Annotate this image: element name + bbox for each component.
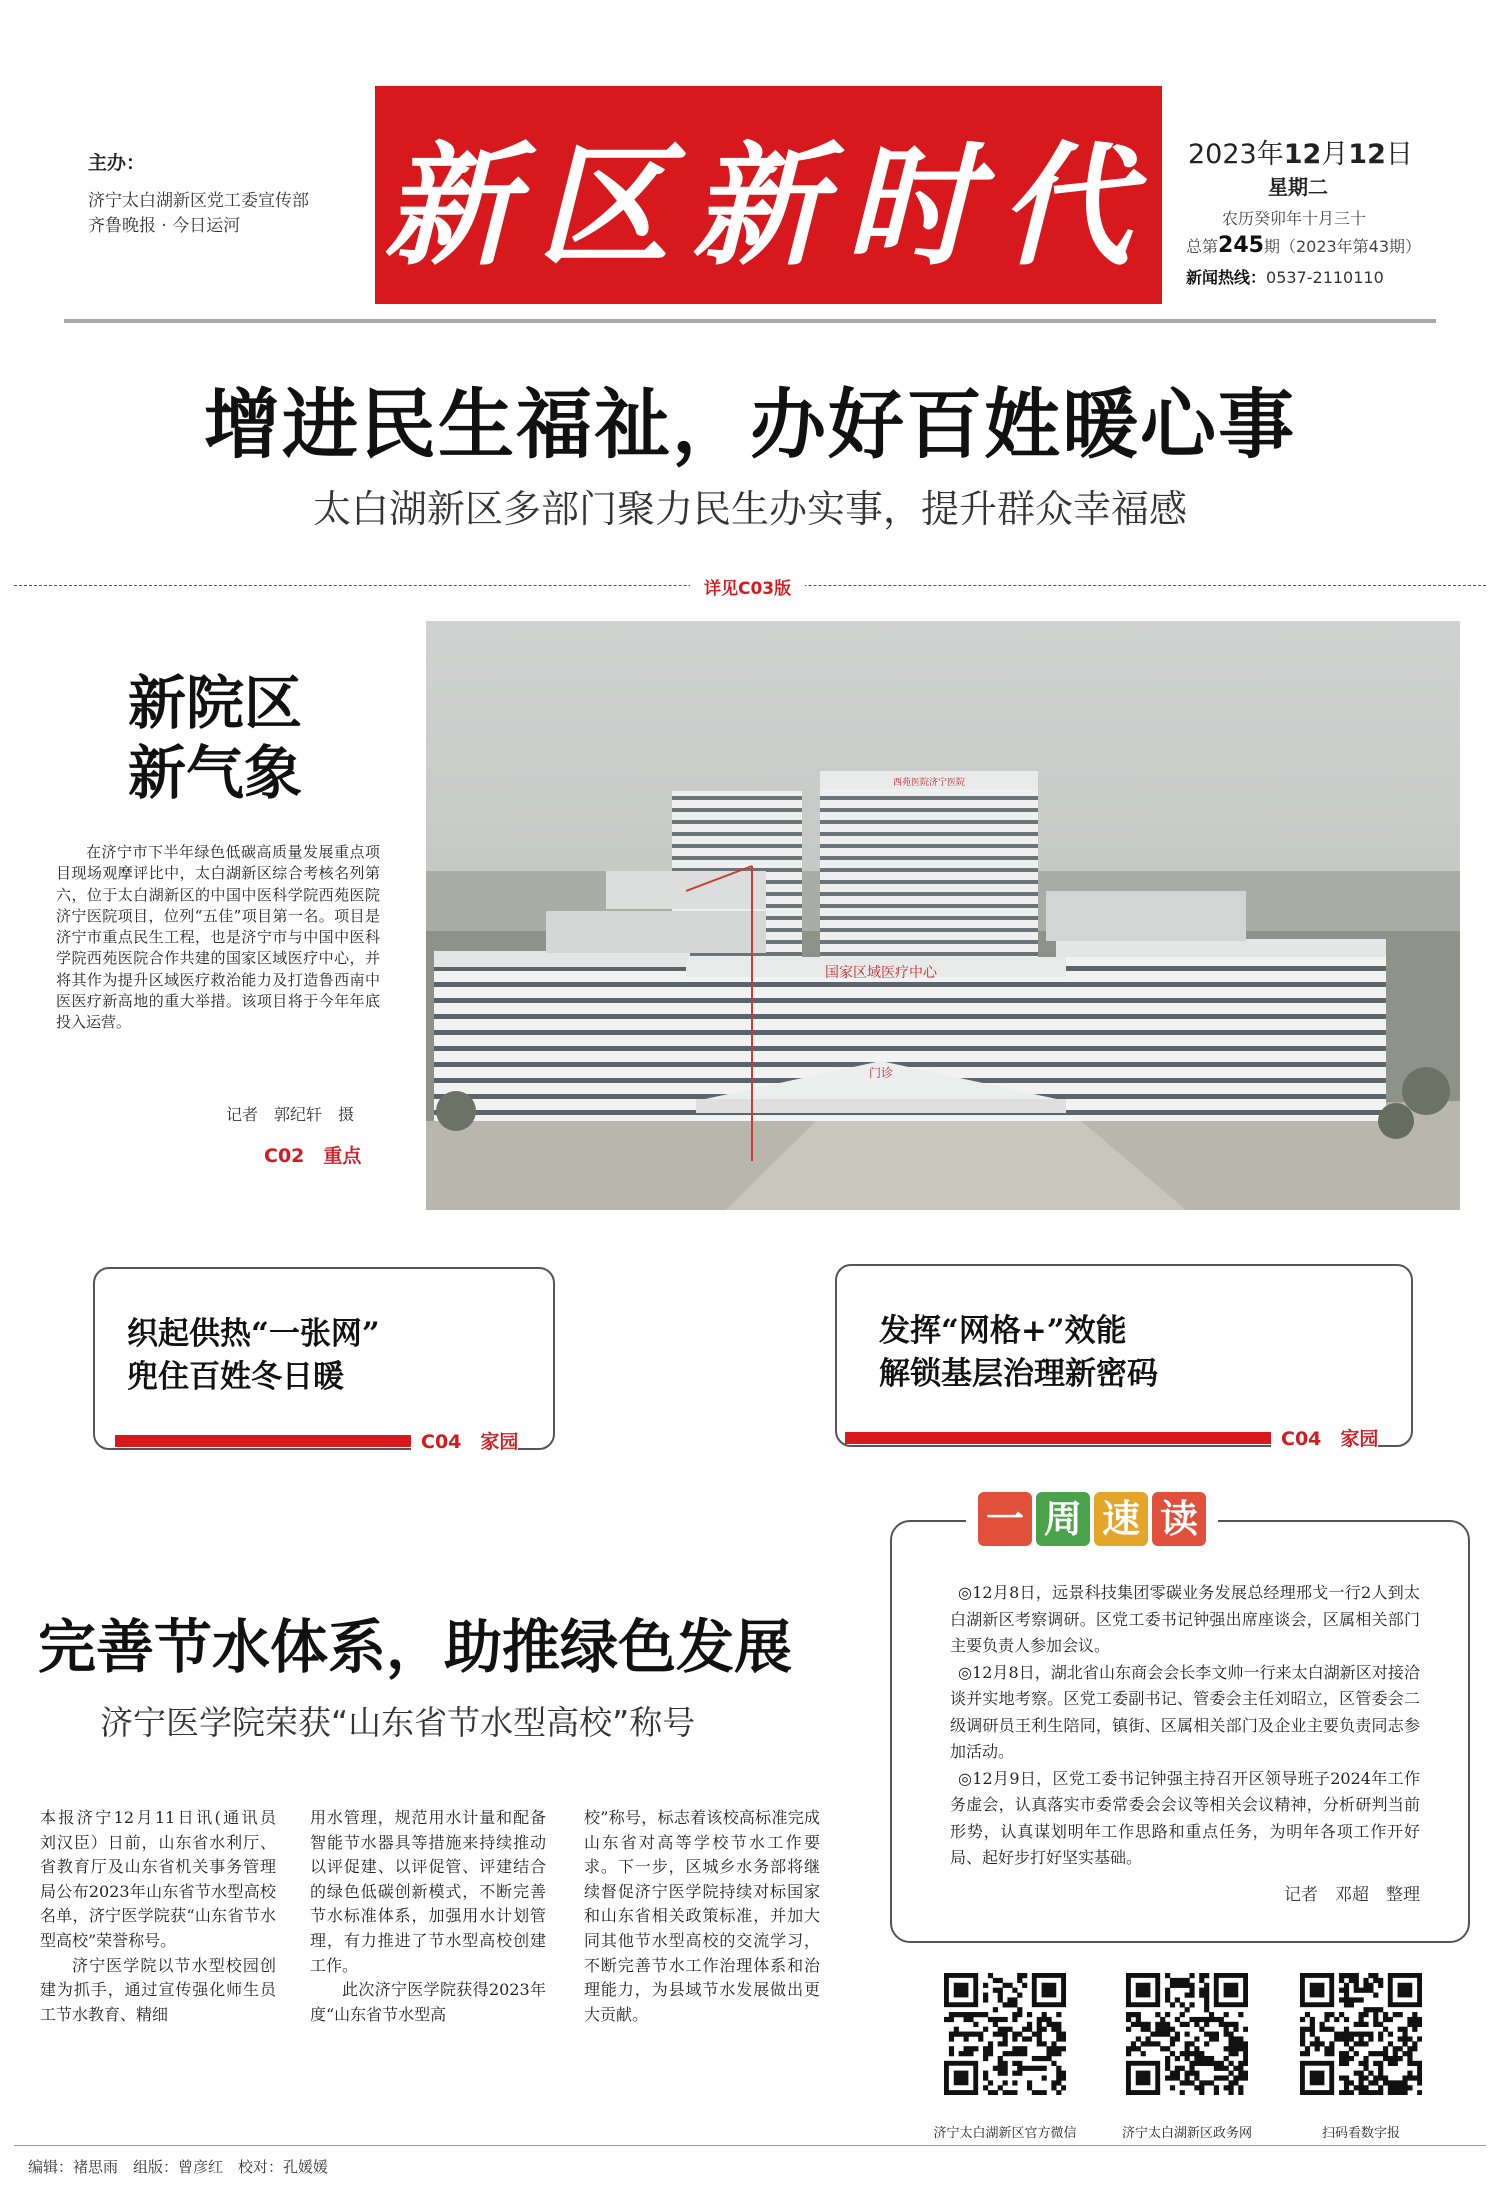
weekly-brief-item: ◎12月8日，远景科技集团零碳业务发展总经理邢戈一行2人到太白湖新区考察调研。区党工委书记钟强出席座谈会，区属相关部门主要负责人参加会议。 <box>950 1583 1420 1655</box>
weekly-tag-char: 周 <box>1036 1492 1090 1546</box>
issue-number: 总第245期（2023年第43期） <box>1186 233 1422 258</box>
water-subhead: 济宁医学院荣获“山东省节水型高校”称号 <box>100 1703 696 1742</box>
masthead-logo <box>375 86 1162 304</box>
weekly-tag-char: 速 <box>1094 1492 1148 1546</box>
lead-subhead: 太白湖新区多部门聚力民生办实事，提升群众幸福感 <box>312 487 1187 531</box>
promo-box-grid[interactable] <box>835 1264 1413 1450</box>
feature-credit: 记者 郭纪轩 摄 <box>226 1105 355 1124</box>
water-article-column-1: 本报济宁12月11日讯(通讯员 刘汉臣）日前，山东省水利厅、省教育厅及山东省机关事务管理局公布2023年山东省节水型高校名单，济宁医学院获“山东省节水型高校”荣誉称号。 济宁医学院以节水型校园创建为抓手，通过宣传强化师生员工节水教育、精细 <box>40 1808 293 2024</box>
lead-headline[interactable]: 增进民生福祉，办好百姓暖心事 <box>204 380 1296 469</box>
photo-sign-top: 西苑医院济宁医院 <box>892 778 966 788</box>
footer-divider <box>14 2145 1486 2146</box>
promo-page-ref[interactable]: C04 家园 <box>1271 1424 1378 1451</box>
photo-sign-main: 国家区域医疗中心 <box>825 965 937 981</box>
sponsor-name: 齐鲁晚报 · 今日运河 <box>88 216 241 236</box>
weekly-brief-item: ◎12月9日，区党工委书记钟强主持召开区领导班子2024年工作务虚会，认真落实市委常委会会议等相关会议精神，分析研判当前形势，认真谋划明年工作思路和重点任务，为明年各项工作开好局、起好步打好坚实基础。 <box>950 1768 1420 1867</box>
qr-code-digital-paper[interactable] <box>1300 1973 1422 2095</box>
news-hotline: 新闻热线：0537-2110110 <box>1186 268 1384 287</box>
promo-accent-bar <box>115 1435 415 1447</box>
photo-sign-door: 门诊 <box>868 1066 894 1080</box>
issue-weekday: 星期二 <box>1268 175 1328 199</box>
qr-code-gov-site[interactable] <box>1126 1973 1248 2095</box>
qr-label: 济宁太白湖新区官方微信 <box>933 2126 1077 2141</box>
qr-label: 扫码看数字报 <box>1321 2126 1400 2141</box>
water-article-column-3: 校”称号，标志着该校高标准完成山东省对高等学校节水工作要求。下一步，区城乡水务部将继续督促济宁医学院持续对标国家和山东省相关政策标准，并加大同其他节水型高校的交流学习，不断完善节水工作治理体系和治理能力，为县域节水发展做出更大贡献。 <box>584 1808 820 2024</box>
lead-page-ref[interactable]: 详见C03版 <box>690 574 805 599</box>
weekly-brief-tag <box>966 1488 1218 1550</box>
qr-label: 济宁太白湖新区政务网 <box>1121 2126 1252 2141</box>
promo-page-ref[interactable]: C04 家园 <box>411 1427 518 1454</box>
feature-title[interactable]: 新院区 新气象 <box>128 669 303 807</box>
promo-accent-bar <box>845 1432 1281 1444</box>
hospital-photo[interactable] <box>426 621 1460 1210</box>
sponsor-name: 济宁太白湖新区党工委宣传部 <box>88 191 309 211</box>
issue-lunar-date: 农历癸卯年十月三十 <box>1222 209 1367 228</box>
weekly-brief-list <box>950 1580 1420 1872</box>
promo-title: 发挥“网格+”效能 解锁基层治理新密码 <box>879 1313 1158 1392</box>
feature-page-ref[interactable]: C02 重点 <box>264 1145 362 1167</box>
masthead-divider <box>64 319 1436 323</box>
issue-date: 2023年12月12日 <box>1188 139 1413 170</box>
water-article-column-2: 用水管理，规范用水计量和配备智能节水器具等措施来持续推动以评促建、以评促管、评建结合的绿色低碳创新模式，不断完善节水标准体系，加强用水计划管理，有力推进了节水型高校创建工作。 此次济宁医学院获得2023年度“山东省节水型高 <box>310 1808 546 2024</box>
water-headline[interactable]: 完善节水体系，助推绿色发展 <box>38 1613 793 1681</box>
promo-box-heating[interactable] <box>93 1267 555 1453</box>
weekly-tag-char: 读 <box>1152 1492 1206 1546</box>
weekly-credit: 记者 邓超 整理 <box>1284 1885 1420 1905</box>
promo-title: 织起供热“一张网” 兜住百姓冬日暖 <box>127 1316 380 1395</box>
footer-credits: 编辑：褚思雨 组版：曾彦红 校对：孔媛媛 <box>28 2158 329 2176</box>
weekly-brief-item: ◎12月8日，湖北省山东商会会长李文帅一行来太白湖新区对接洽谈并实地考察。区党工委副书记、管委会主任刘昭立，区管委会二级调研员王利生陪同，镇街、区属相关部门及企业主要负责同志参加活动。 <box>950 1662 1420 1761</box>
qr-code-wechat[interactable] <box>944 1973 1066 2095</box>
sponsor-label: 主办： <box>88 152 146 174</box>
feature-body: 在济宁市下半年绿色低碳高质量发展重点项目现场观摩评比中，太白湖新区综合考核名列第六，位于太白湖新区的中国中医科学院西苑医院济宁医院项目，位列“五佳”项目第一名。项目是济宁市重点民生工程，也是济宁市与中国中医科学院西苑医院合作共建的国家区域医疗中心，并将其作为提升区域医疗救治能力及打造鲁西南中医医疗新高地的重大举措。该项目将于今年年底投入运营。 <box>56 843 380 1032</box>
masthead-logo-text: 新区新时代 <box>383 129 1154 284</box>
weekly-tag-char: 一 <box>978 1492 1032 1546</box>
